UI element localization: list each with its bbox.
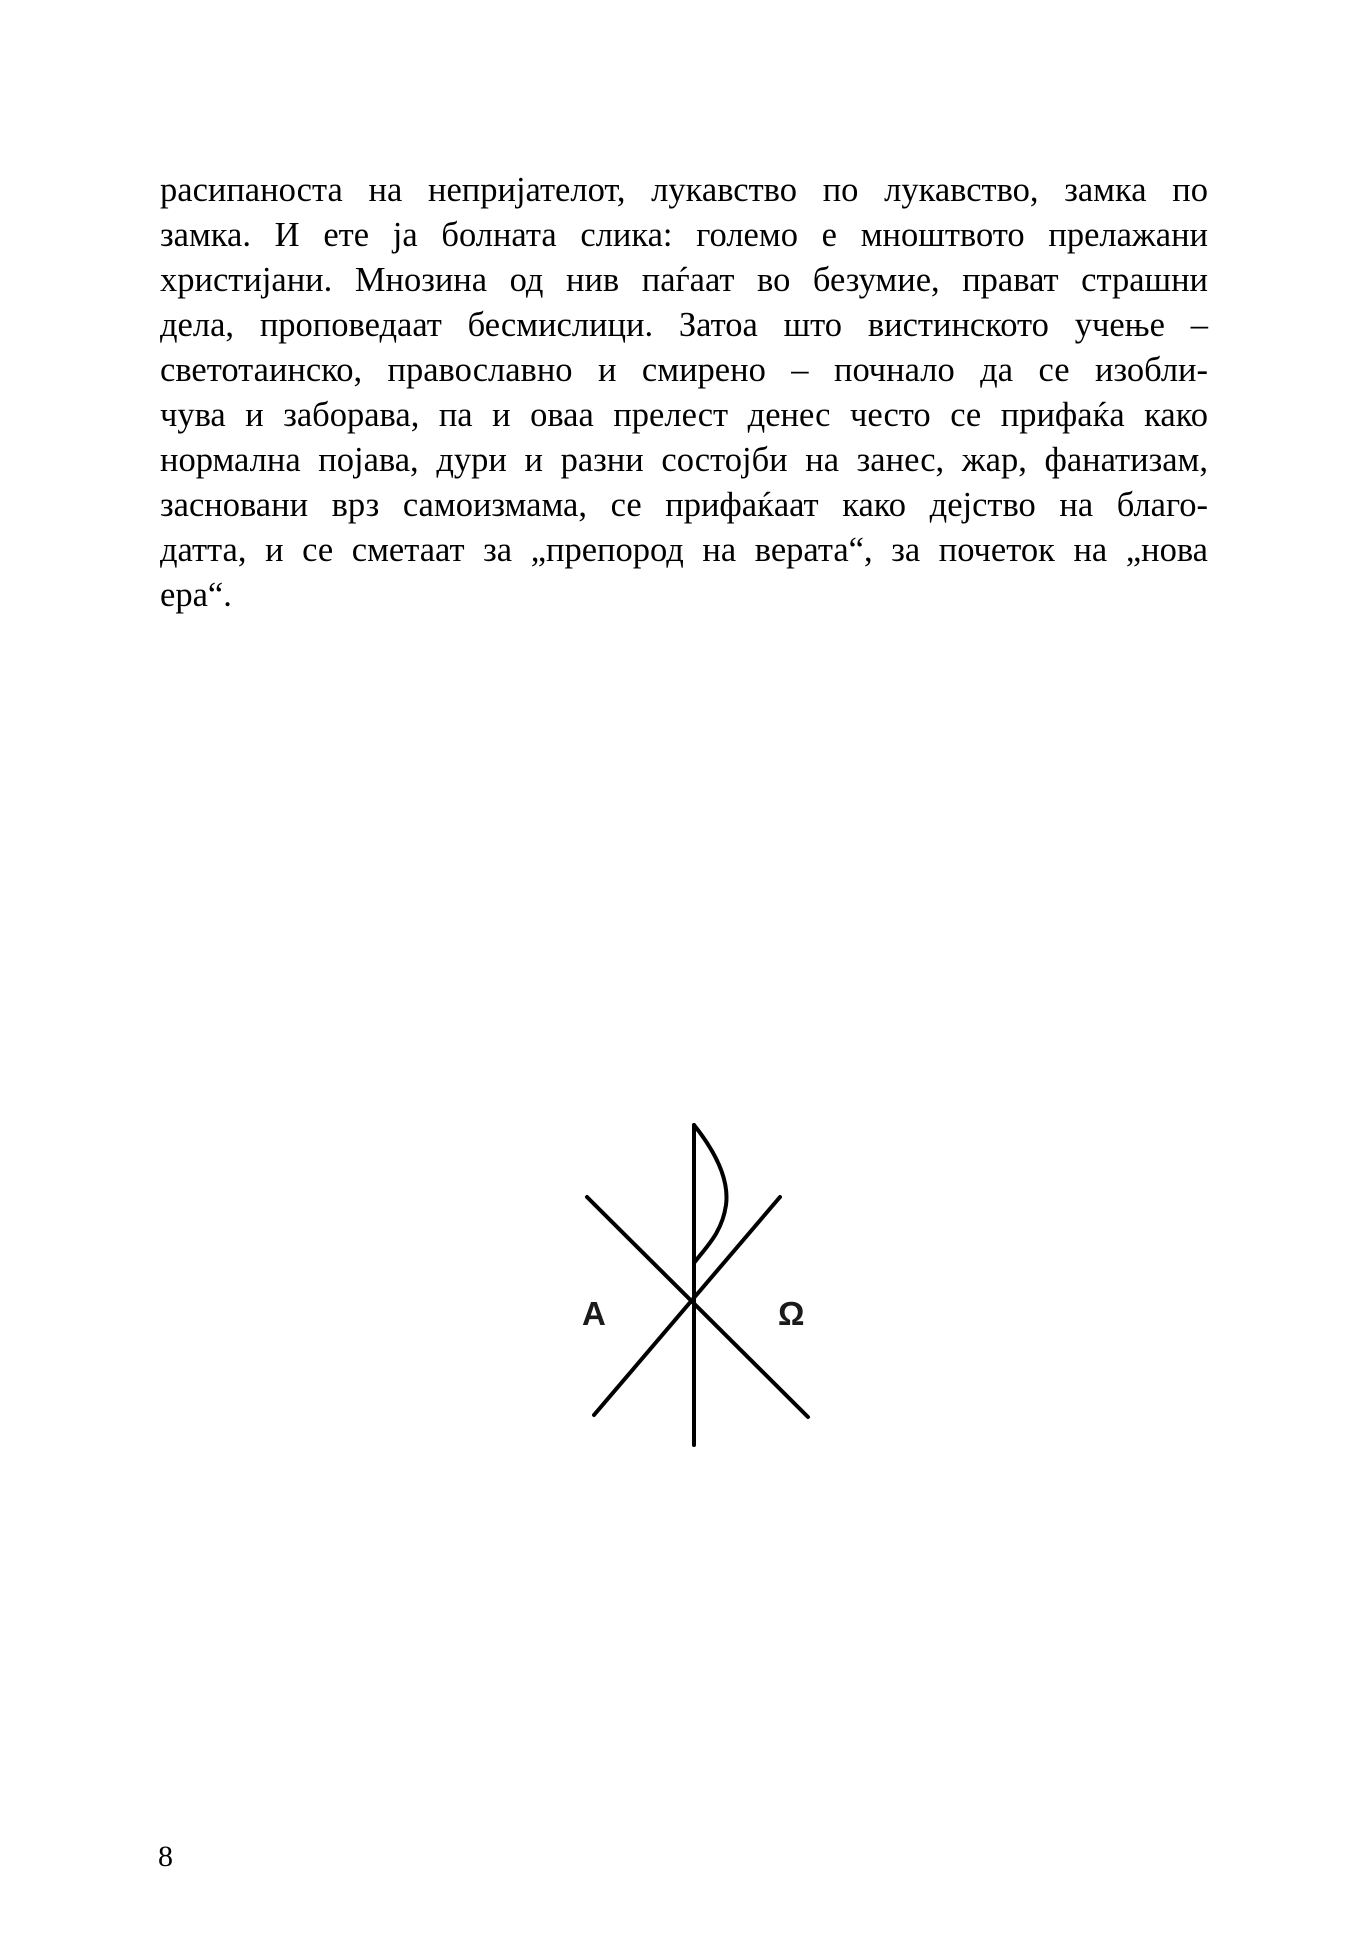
paragraph-line: засновани врз самоизмама, се прифаќаат како дејство на благо- bbox=[160, 486, 1208, 524]
paragraph-line: ера“. bbox=[160, 576, 232, 614]
body-paragraph bbox=[160, 168, 1208, 618]
paragraph-line: замка. И ете ја болната слика: големо е мноштвото прелажани bbox=[160, 216, 1208, 254]
chi-rho-alpha-omega-icon bbox=[560, 1115, 820, 1455]
paragraph-line: нормална појава, дури и разни состојби на занес, жар, фанатизам, bbox=[160, 441, 1208, 479]
rho-loop bbox=[694, 1125, 727, 1263]
paragraph-line: чува и заборава, па и оваа прелест денес често се прифаќа како bbox=[160, 396, 1208, 434]
paragraph-line: расипаноста на непријателот, лукавство по лукавство, замка по bbox=[160, 171, 1208, 209]
paragraph-line: дела, проповедаат бесмислици. Затоа што вистинското учење – bbox=[160, 306, 1208, 344]
paragraph-line: христијани. Мнозина од нив паѓаат во безумие, прават страшни bbox=[160, 261, 1208, 299]
paragraph-line: светотаинско, православно и смирено – почнало да се изобли- bbox=[160, 351, 1208, 389]
page-number: 8 bbox=[158, 1840, 173, 1873]
omega-letter: Ω bbox=[778, 1295, 805, 1332]
paragraph-line: датта, и се сметаат за „препород на верата“, за почеток на „нова bbox=[160, 531, 1208, 569]
alpha-letter: A bbox=[582, 1295, 606, 1332]
